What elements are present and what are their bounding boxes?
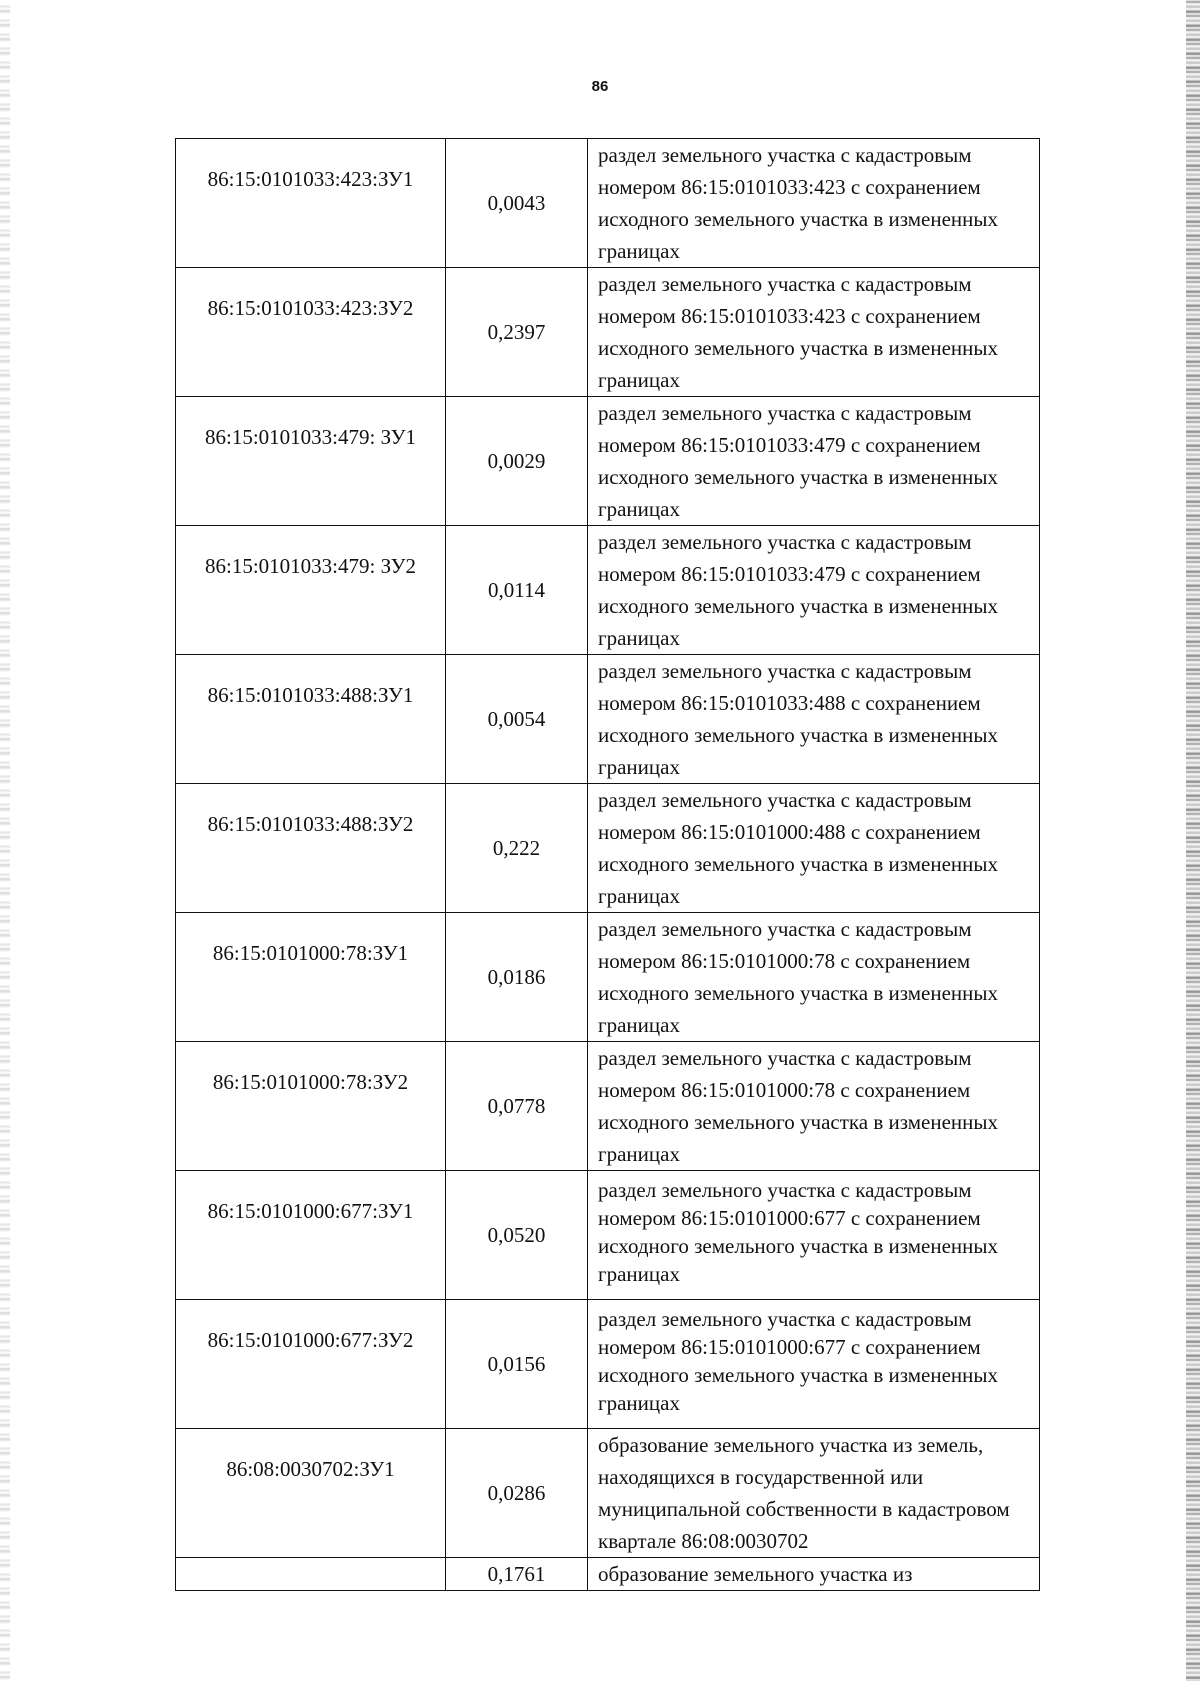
cadastral-number-cell: 86:15:0101033:423:ЗУ1 (176, 139, 446, 268)
land-plots-table (175, 138, 1040, 1591)
description-cell: образование земельного участка из земель, находящихся в государственной или муниципальной собственности в кадастровом квартале 86:08:0030702 (588, 1429, 1040, 1558)
area-cell: 0,2397 (446, 268, 588, 397)
area-cell: 0,0156 (446, 1300, 588, 1429)
table-row (176, 1429, 1040, 1558)
area-cell: 0,0778 (446, 1042, 588, 1171)
description-cell: образование земельного участка из (588, 1558, 1040, 1591)
description-cell: раздел земельного участка с кадастровым номером 86:15:0101000:78 с сохранением исходного земельного участка в измененных границах (588, 1042, 1040, 1171)
table-row (176, 1558, 1040, 1591)
table-row (176, 139, 1040, 268)
table-row (176, 913, 1040, 1042)
description-cell: раздел земельного участка с кадастровым номером 86:15:0101000:78 с сохранением исходного земельного участка в измененных границах (588, 913, 1040, 1042)
area-cell: 0,0520 (446, 1171, 588, 1300)
cadastral-number-cell: 86:15:0101000:78:ЗУ1 (176, 913, 446, 1042)
description-cell: раздел земельного участка с кадастровым номером 86:15:0101000:677 с сохранением исходного земельного участка в измененных границах (588, 1300, 1040, 1429)
table-row (176, 1300, 1040, 1429)
cadastral-number-cell: 86:15:0101033:488:ЗУ2 (176, 784, 446, 913)
page-number: 86 (591, 78, 609, 95)
table-row (176, 526, 1040, 655)
area-cell: 0,0186 (446, 913, 588, 1042)
area-cell: 0,0043 (446, 139, 588, 268)
table-row (176, 784, 1040, 913)
cadastral-number-cell (176, 1558, 446, 1591)
area-cell: 0,1761 (446, 1558, 588, 1591)
cadastral-number-cell: 86:15:0101033:479: ЗУ2 (176, 526, 446, 655)
description-cell: раздел земельного участка с кадастровым номером 86:15:0101000:677 с сохранением исходного земельного участка в измененных границах (588, 1171, 1040, 1300)
description-cell: раздел земельного участка с кадастровым номером 86:15:0101000:488 с сохранением исходного земельного участка в измененных границах (588, 784, 1040, 913)
description-cell: раздел земельного участка с кадастровым номером 86:15:0101033:479 с сохранением исходного земельного участка в измененных границах (588, 526, 1040, 655)
cadastral-number-cell: 86:15:0101000:677:ЗУ2 (176, 1300, 446, 1429)
description-cell: раздел земельного участка с кадастровым номером 86:15:0101033:423 с сохранением исходного земельного участка в измененных границах (588, 268, 1040, 397)
area-cell: 0,0029 (446, 397, 588, 526)
cadastral-number-cell: 86:08:0030702:ЗУ1 (176, 1429, 446, 1558)
table-row (176, 1171, 1040, 1300)
cadastral-number-cell: 86:15:0101000:78:ЗУ2 (176, 1042, 446, 1171)
description-cell: раздел земельного участка с кадастровым номером 86:15:0101033:479 с сохранением исходного земельного участка в измененных границах (588, 397, 1040, 526)
description-cell: раздел земельного участка с кадастровым номером 86:15:0101033:488 с сохранением исходного земельного участка в измененных границах (588, 655, 1040, 784)
area-cell: 0,0286 (446, 1429, 588, 1558)
table-row (176, 268, 1040, 397)
cadastral-number-cell: 86:15:0101033:488:ЗУ1 (176, 655, 446, 784)
cadastral-number-cell: 86:15:0101000:677:ЗУ1 (176, 1171, 446, 1300)
cadastral-number-cell: 86:15:0101033:423:ЗУ2 (176, 268, 446, 397)
description-cell: раздел земельного участка с кадастровым номером 86:15:0101033:423 с сохранением исходного земельного участка в измененных границах (588, 139, 1040, 268)
table-row (176, 1042, 1040, 1171)
area-cell: 0,222 (446, 784, 588, 913)
table-row (176, 655, 1040, 784)
scan-edge-left (0, 0, 10, 1681)
area-cell: 0,0114 (446, 526, 588, 655)
table-row (176, 397, 1040, 526)
scan-edge-right (1186, 0, 1200, 1681)
area-cell: 0,0054 (446, 655, 588, 784)
cadastral-number-cell: 86:15:0101033:479: ЗУ1 (176, 397, 446, 526)
